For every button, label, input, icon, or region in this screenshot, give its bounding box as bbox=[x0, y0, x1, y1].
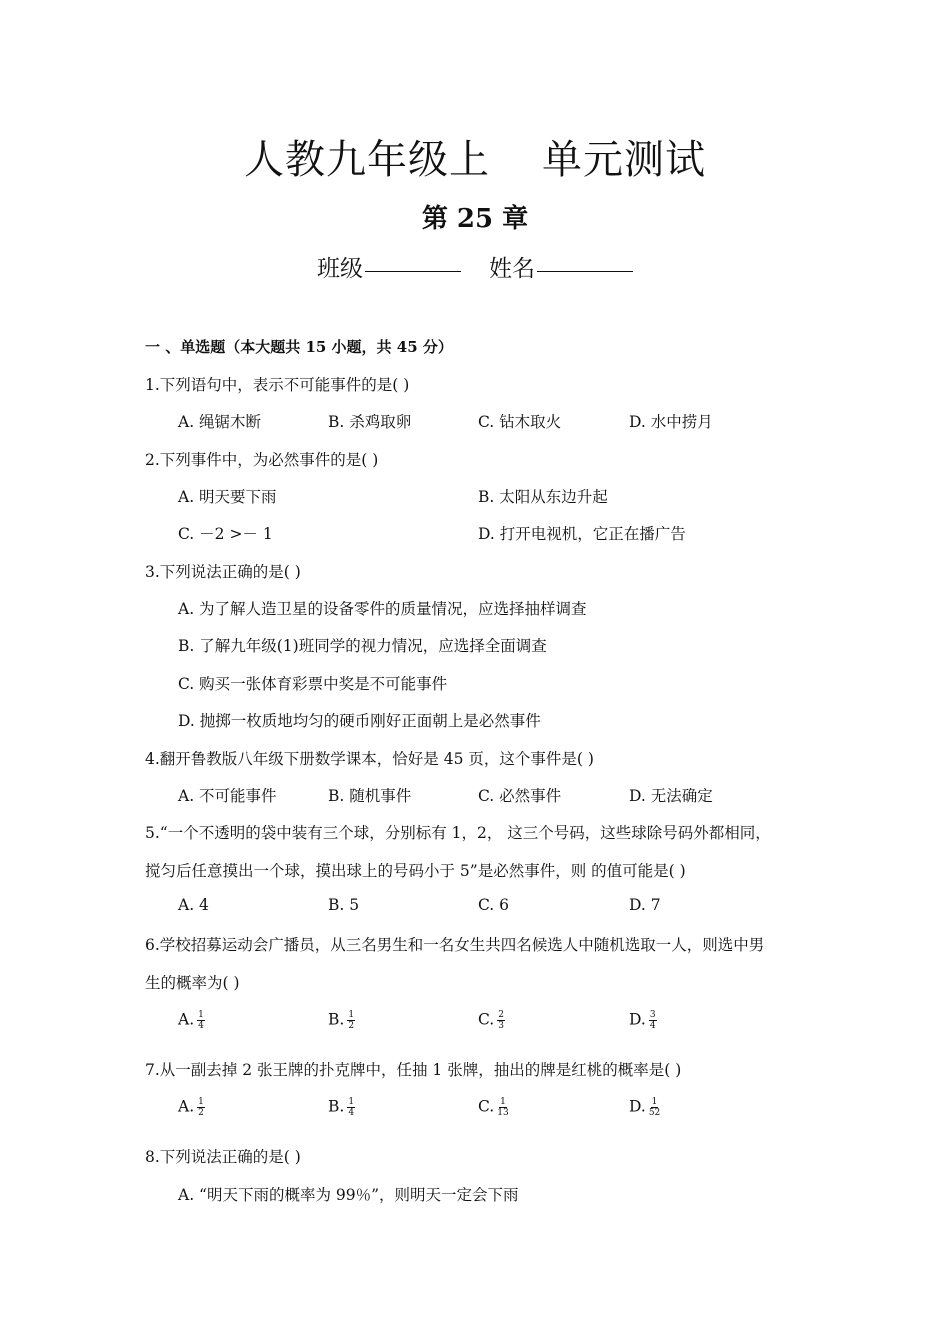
option[interactable]: A. 不可能事件 bbox=[178, 787, 277, 805]
question-stem-cont: 搅匀后任意摸出一个球，摸出球上的号码小于 5”是必然事件，则 的值可能是( ) bbox=[145, 862, 686, 880]
option[interactable]: B. 了解九年级(1)班同学的视力情况，应选择全面调查 bbox=[178, 637, 547, 655]
option[interactable]: D. $\frac{3}{4}$ bbox=[629, 1010, 656, 1031]
fraction: $\frac{1}{2}$ bbox=[198, 1097, 204, 1118]
question-stem: 7.从一副去掉 2 张王牌的扑克牌中，任抽 1 张牌，抽出的牌是红桃的概率是( ) bbox=[145, 1061, 682, 1079]
question-stem: 1.下列语句中，表示不可能事件的是( ) bbox=[145, 376, 410, 394]
fraction: $\frac{2}{3}$ bbox=[498, 1010, 504, 1031]
option[interactable]: D. 无法确定 bbox=[629, 787, 713, 805]
question-stem: 5.“一个不透明的袋中装有三个球，分别标有 1，2， 这三个号码，这些球除号码外都相同， bbox=[145, 824, 771, 842]
option[interactable]: C. 钻木取火 bbox=[478, 413, 562, 431]
option[interactable]: A. 4 bbox=[178, 896, 209, 914]
option[interactable]: C. 6 bbox=[478, 896, 510, 914]
question-stem: 3.下列说法正确的是( ) bbox=[145, 563, 301, 581]
fraction: $\frac{1}{52}$ bbox=[648, 1097, 661, 1118]
option[interactable]: C. 购买一张体育彩票中奖是不可能事件 bbox=[178, 675, 448, 693]
name-label: 姓名 bbox=[489, 256, 535, 282]
page-title bbox=[0, 128, 950, 185]
chapter-heading: 第 25 章 bbox=[421, 204, 529, 234]
question-stem: 8.下列说法正确的是( ) bbox=[145, 1148, 301, 1166]
student-info-line bbox=[0, 250, 950, 283]
option[interactable]: D. 打开电视机，它正在播广告 bbox=[478, 525, 686, 543]
option[interactable]: D. 水中捞月 bbox=[629, 413, 713, 431]
option[interactable]: C. $\frac{1}{13}$ bbox=[478, 1097, 509, 1118]
class-blank[interactable] bbox=[365, 251, 461, 272]
fraction: $\frac{1}{4}$ bbox=[348, 1097, 355, 1118]
fraction: $\frac{1}{13}$ bbox=[497, 1097, 509, 1118]
question-stem-cont: 生的概率为( ) bbox=[145, 974, 240, 992]
option[interactable]: A. $\frac{1}{4}$ bbox=[178, 1010, 204, 1031]
option[interactable]: A. $\frac{1}{2}$ bbox=[178, 1097, 204, 1118]
option[interactable]: A. 绳锯木断 bbox=[178, 413, 262, 431]
option[interactable]: D. 7 bbox=[629, 896, 661, 914]
fraction: $\frac{1}{2}$ bbox=[348, 1010, 355, 1031]
option[interactable]: B. $\frac{1}{2}$ bbox=[328, 1010, 355, 1031]
option[interactable]: A. 为了解人造卫星的设备零件的质量情况，应选择抽样调查 bbox=[178, 600, 587, 618]
option[interactable]: B. 太阳从东边升起 bbox=[478, 488, 608, 506]
option[interactable]: B. 杀鸡取卵 bbox=[328, 413, 412, 431]
title-right: 单元测试 bbox=[542, 137, 706, 183]
fraction: $\frac{3}{4}$ bbox=[649, 1010, 656, 1031]
question-stem: 2.下列事件中，为必然事件的是( ) bbox=[145, 451, 379, 469]
option[interactable]: A. 明天要下雨 bbox=[178, 488, 277, 506]
option[interactable]: D. $\frac{1}{52}$ bbox=[629, 1097, 661, 1118]
option[interactable]: B. 5 bbox=[328, 896, 360, 914]
option[interactable]: D. 抛掷一枚质地均匀的硬币刚好正面朝上是必然事件 bbox=[178, 712, 541, 730]
name-blank[interactable] bbox=[537, 251, 633, 272]
option[interactable]: C. $\frac{2}{3}$ bbox=[478, 1010, 504, 1031]
question-stem: 4.翻开鲁教版八年级下册数学课本，恰好是 45 页，这个事件是( ) bbox=[145, 750, 594, 768]
option[interactable]: B. $\frac{1}{4}$ bbox=[328, 1097, 355, 1118]
title-left: 人教九年级上 bbox=[244, 137, 490, 183]
class-label: 班级 bbox=[317, 256, 363, 282]
section-heading: 一 、单选题（本大题共 15 小题，共 45 分） bbox=[145, 338, 453, 356]
option[interactable]: C. 必然事件 bbox=[478, 787, 562, 805]
option[interactable]: A. “明天下雨的概率为 99％”，则明天一定会下雨 bbox=[178, 1186, 519, 1204]
option[interactable]: C. －2 >－ 1 bbox=[178, 525, 273, 543]
option[interactable]: B. 随机事件 bbox=[328, 787, 412, 805]
fraction: $\frac{1}{4}$ bbox=[198, 1010, 204, 1031]
question-stem: 6.学校招募运动会广播员，从三名男生和一名女生共四名候选人中随机选取一人，则选中男 bbox=[145, 936, 765, 954]
